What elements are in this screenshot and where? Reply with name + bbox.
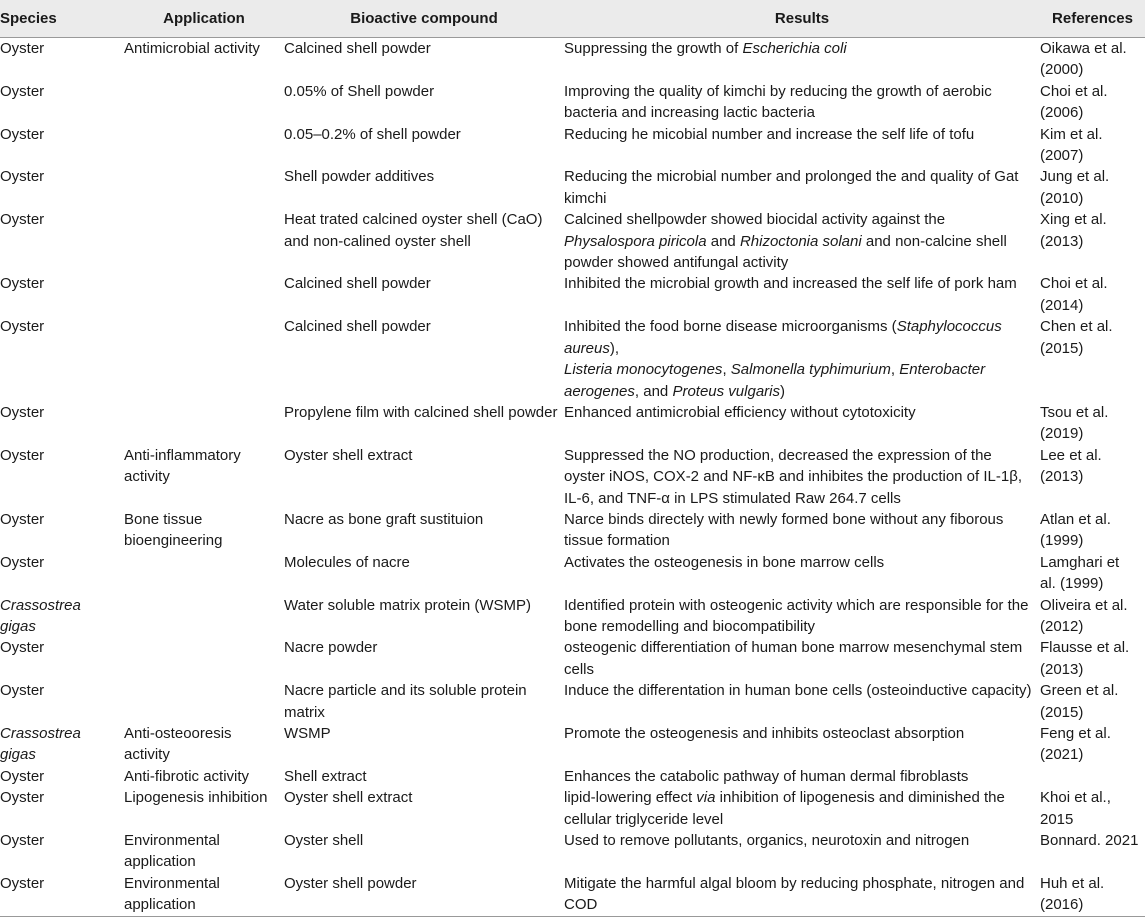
compound-cell: Water soluble matrix protein (WSMP) xyxy=(284,596,532,614)
results-cell: Calcined shellpowder showed biocidal activity against the Physalospora piricola and Rhizoctonia solani and non-calcine shell powder showed antifungal activity xyxy=(564,211,1007,272)
results-cell: Activates the osteogenesis in bone marrow cells xyxy=(564,553,885,571)
table-row xyxy=(0,723,1145,766)
header-bioactive-compound: Bioactive compound xyxy=(284,0,564,38)
table-row xyxy=(0,830,1145,873)
results-cell: Improving the quality of kimchi by reducing the growth of aerobic bacteria and increasing lactic bacteria xyxy=(564,82,992,122)
application-cell xyxy=(124,81,284,124)
species-cell: Oyster xyxy=(0,403,45,421)
reference-cell: Lamghari et al. (1999) xyxy=(1040,553,1120,593)
results-cell: Reducing the microbial number and prolonged the and quality of Gat kimchi xyxy=(564,168,1019,207)
application-cell xyxy=(124,273,284,316)
reference-cell: Xing et al. (2013) xyxy=(1040,211,1107,250)
species-cell: Oyster xyxy=(0,639,45,657)
application-cell xyxy=(124,316,284,402)
species-cell: Oyster xyxy=(0,446,45,464)
species-cell: Oyster xyxy=(0,789,45,807)
table-row xyxy=(0,873,1145,916)
results-cell: Inhibited the microbial growth and increased the self life of pork ham xyxy=(564,275,1017,293)
application-cell: Lipogenesis inhibition xyxy=(124,789,268,807)
reference-cell: Huh et al. (2016) xyxy=(1040,873,1145,916)
table-row xyxy=(0,209,1145,273)
application-cell: Bone tissue bioengineering xyxy=(124,510,223,550)
compound-cell: Calcined shell powder xyxy=(284,40,431,57)
compound-cell: Heat trated calcined oyster shell (CaO) and non-calined oyster shell xyxy=(284,211,543,250)
results-cell: lipid-lowering effect via inhibition of lipogenesis and diminished the cellular triglyceride level xyxy=(564,789,1005,828)
species-cell: Oyster xyxy=(0,510,45,528)
species-cell: Oyster xyxy=(0,767,45,785)
results-cell: Narce binds directely with newly formed bone without any fiborous tissue formation xyxy=(564,510,1004,550)
compound-cell: 0.05% of Shell powder xyxy=(284,82,435,100)
results-cell: Identified protein with osteogenic activity which are responsible for the bone remodelling and biocompatibility xyxy=(564,596,1029,635)
header-row xyxy=(0,0,1145,38)
species-cell: Oyster xyxy=(0,211,45,229)
application-cell: Anti-fibrotic activity xyxy=(124,767,250,785)
species-cell: Oyster xyxy=(0,168,45,186)
reference-cell: Flausse et al. (2013) xyxy=(1040,639,1130,678)
table-row xyxy=(0,680,1145,723)
reference-cell: Jung et al. (2010) xyxy=(1040,168,1110,207)
species-cell: Crassostrea gigas xyxy=(0,725,81,764)
header-references: References xyxy=(1040,0,1145,38)
results-cell: Suppressed the NO production, decreased the expression of the oyster iNOS, COX-2 and NF-κB and inhibites the production of IL-1β, IL-6, and TNF-α in LPS stimulated Raw 264.7 cells xyxy=(564,446,1023,507)
results-cell: Mitigate the harmful algal bloom by reducing phosphate, nitrogen and COD xyxy=(564,873,1040,916)
header-application: Application xyxy=(124,0,284,38)
reference-cell: Tsou et al. (2019) xyxy=(1040,403,1109,443)
reference-cell xyxy=(1040,766,1145,787)
header-species: Species xyxy=(0,0,124,38)
table-row xyxy=(0,509,1145,552)
results-cell: Enhances the catabolic pathway of human dermal fibroblasts xyxy=(564,767,969,785)
application-cell xyxy=(124,124,284,167)
table-row xyxy=(0,637,1145,680)
application-cell: Anti-inflammatory activity xyxy=(124,446,241,486)
table-row xyxy=(0,445,1145,509)
reference-cell: Atlan et al. (1999) xyxy=(1040,510,1111,550)
table-row xyxy=(0,402,1145,445)
compound-cell: Oyster shell xyxy=(284,832,364,850)
results-cell: Reducing he micobial number and increase the self life of tofu xyxy=(564,125,975,143)
table-row xyxy=(0,316,1145,402)
compound-cell: Shell powder additives xyxy=(284,168,435,186)
reference-cell: Choi et al. (2006) xyxy=(1040,82,1108,122)
application-cell xyxy=(124,595,284,638)
compound-cell: Propylene film with calcined shell powder xyxy=(284,403,558,421)
table-row xyxy=(0,38,1145,81)
species-cell: Oyster xyxy=(0,275,45,293)
table-row xyxy=(0,166,1145,209)
table-row xyxy=(0,766,1145,787)
results-cell: Suppressing the growth of Escherichia coli xyxy=(564,40,847,57)
compound-cell: Calcined shell powder xyxy=(284,275,431,293)
compound-cell: 0.05–0.2% of shell powder xyxy=(284,125,461,143)
reference-cell: Chen et al. (2015) xyxy=(1040,318,1113,357)
results-cell: Promote the osteogenesis and inhibits osteoclast absorption xyxy=(564,725,965,742)
species-cell: Oyster xyxy=(0,553,45,571)
reference-cell: Green et al. (2015) xyxy=(1040,682,1119,721)
application-cell xyxy=(124,552,284,595)
reference-cell: Oikawa et al. (2000) xyxy=(1040,40,1127,79)
application-cell xyxy=(124,209,284,273)
results-cell: Used to remove pollutants, organics, neurotoxin and nitrogen xyxy=(564,832,970,850)
results-cell: Enhanced antimicrobial efficiency without cytotoxicity xyxy=(564,403,916,421)
compound-cell: Calcined shell powder xyxy=(284,318,431,336)
application-cell xyxy=(124,402,284,445)
species-cell: Oyster xyxy=(0,82,45,100)
compound-cell: Shell extract xyxy=(284,767,367,785)
reference-cell: Oliveira et al. (2012) xyxy=(1040,596,1128,635)
reference-cell: Khoi et al., 2015 xyxy=(1040,789,1111,828)
reference-cell: Bonnard. 2021 xyxy=(1040,832,1139,850)
application-cell: Anti-osteooresis activity xyxy=(124,725,232,764)
reference-cell: Kim et al. (2007) xyxy=(1040,125,1103,165)
species-cell: Oyster xyxy=(0,832,45,850)
application-cell: Antimicrobial activity xyxy=(124,40,260,57)
results-cell: Induce the differentation in human bone cells (osteoinductive capacity) xyxy=(564,682,1032,700)
table-header xyxy=(0,0,1145,38)
compound-cell: WSMP xyxy=(284,725,331,742)
application-cell xyxy=(124,680,284,723)
reference-cell: Lee et al. (2013) xyxy=(1040,446,1102,486)
species-cell: Crassostrea gigas xyxy=(0,596,81,635)
compound-cell: Nacre powder xyxy=(284,639,378,657)
compound-cell: Oyster shell powder xyxy=(284,873,564,916)
compound-cell: Oyster shell extract xyxy=(284,789,413,807)
species-cell: Oyster xyxy=(0,682,45,700)
table-row xyxy=(0,124,1145,167)
table-row xyxy=(0,787,1145,830)
application-cell: Environmental application xyxy=(124,873,284,916)
table-row xyxy=(0,81,1145,124)
compound-cell: Oyster shell extract xyxy=(284,446,413,464)
compound-cell: Molecules of nacre xyxy=(284,553,410,571)
species-cell: Oyster xyxy=(0,318,45,336)
species-cell: Oyster xyxy=(0,873,124,916)
species-cell: Oyster xyxy=(0,125,45,143)
compound-cell: Nacre as bone graft sustituion xyxy=(284,510,484,528)
results-cell: Inhibited the food borne disease microorganisms (Staphylococcus aureus), Listeria monocytogenes, Salmonella typhimurium, Enterobacter aerogenes, and Proteus vulgaris) xyxy=(564,318,1002,400)
reference-cell: Feng et al. (2021) xyxy=(1040,725,1111,764)
header-results: Results xyxy=(564,0,1040,38)
compound-cell: Nacre particle and its soluble protein matrix xyxy=(284,682,527,721)
application-cell: Environmental application xyxy=(124,832,220,871)
table-row xyxy=(0,595,1145,638)
table-row xyxy=(0,273,1145,316)
results-cell: osteogenic differentiation of human bone marrow mesenchymal stem cells xyxy=(564,639,1023,678)
table-body xyxy=(0,38,1145,917)
reference-cell: Choi et al. (2014) xyxy=(1040,275,1108,314)
table-row xyxy=(0,552,1145,595)
species-cell: Oyster xyxy=(0,40,45,57)
application-cell xyxy=(124,637,284,680)
application-cell xyxy=(124,166,284,209)
